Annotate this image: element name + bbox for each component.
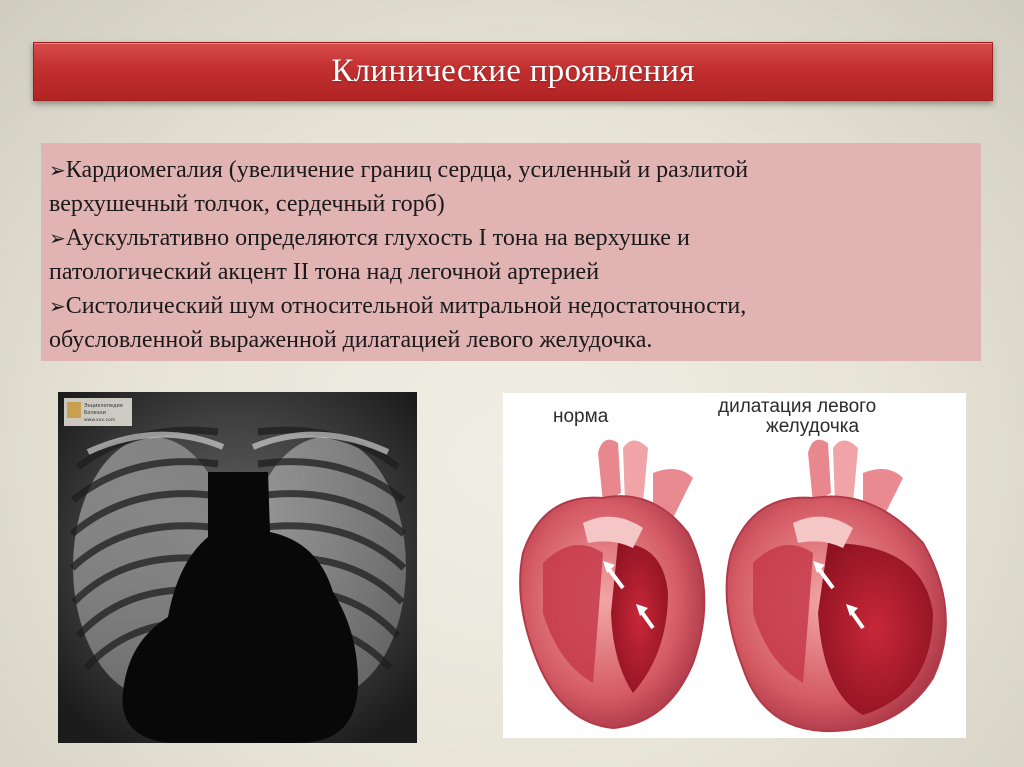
dilated-heart-icon <box>727 440 946 731</box>
bullet-1-line-1: Кардиомегалия (увеличение границ сердца, усиленный и разлитой <box>65 157 749 183</box>
chest-xray-image <box>58 392 417 743</box>
slide-title-bar <box>33 42 993 101</box>
chest-xray-graphic <box>58 392 417 743</box>
content-box <box>41 143 981 361</box>
bullet-item-1 <box>49 153 973 221</box>
bullet-arrow-icon: ➢ <box>49 158 66 182</box>
xray-watermark-line-2: Болезни <box>84 410 106 416</box>
bullet-item-2 <box>49 221 973 289</box>
bullet-arrow-icon: ➢ <box>49 226 66 250</box>
normal-heart-icon <box>520 440 704 728</box>
bullet-3-line-1: Систолический шум относительной митральной недостаточности, <box>65 293 747 319</box>
bullet-arrow-icon: ➢ <box>49 294 66 318</box>
label-dilated-line-2: желудочка <box>766 416 860 437</box>
bullet-2-line-2: патологический акцент II тона над легочной артерией <box>49 259 600 285</box>
bullet-3-line-2: обусловленной выраженной дилатацией левого желудочка. <box>49 327 653 353</box>
bullet-2-line-1: Аускультативно определяются глухость I тона на верхушке и <box>65 225 690 251</box>
bullet-item-3 <box>49 289 973 357</box>
heart-anatomy-illustration <box>503 393 966 738</box>
xray-watermark-line-1: Энциклопедия <box>84 403 123 409</box>
label-dilated-line-1: дилатация левого <box>718 396 877 417</box>
bullet-1-line-2: верхушечный толчок, сердечный горб) <box>49 191 445 217</box>
slide-title: Клинические проявления <box>331 53 695 89</box>
label-normal: норма <box>553 406 609 427</box>
xray-watermark-line-3: www.xxx.com <box>84 418 116 423</box>
heart-diagrams-graphic <box>503 393 966 738</box>
